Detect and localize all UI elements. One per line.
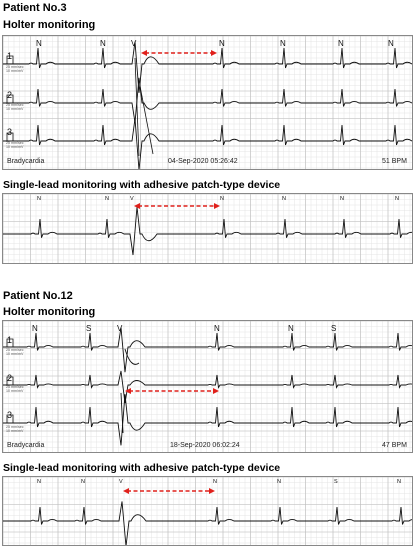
patient-3-holter-strip xyxy=(2,35,413,170)
arrow-head-right xyxy=(211,50,217,56)
beat-label: N xyxy=(36,39,42,48)
beat-label: N xyxy=(338,39,344,48)
arrow-head-left xyxy=(125,388,131,394)
ecg-trace xyxy=(3,42,413,93)
beat-label: N xyxy=(81,479,85,485)
beat-label: V xyxy=(119,479,123,485)
beat-label: N xyxy=(213,479,217,485)
patient-12-patch-strip xyxy=(2,476,413,546)
patient-12-title: Patient No.12 xyxy=(3,290,73,302)
beat-label: N xyxy=(214,324,220,333)
timestamp: 18-Sep-2020 06:02:24 xyxy=(170,442,240,449)
beat-label: N xyxy=(220,196,224,202)
heart-rate: 47 BPM xyxy=(382,442,407,449)
beat-label: N xyxy=(277,479,281,485)
lead-2-label: 2 xyxy=(7,373,13,383)
patient-3-patch-title: Single-lead monitoring with adhesive patch-type device xyxy=(3,179,281,191)
beat-label: N xyxy=(282,196,286,202)
rhythm-label: Bradycardia xyxy=(7,442,45,449)
lead-1-label: 1 xyxy=(7,335,13,345)
arrow-head-right xyxy=(213,388,219,394)
beat-label: N xyxy=(397,479,401,485)
ecg-trace xyxy=(3,327,413,372)
patient-3-patch-ecg xyxy=(3,194,413,264)
calibration-text: 25 mm/sec 10 mm/mV xyxy=(6,348,24,356)
patient-12-patch-title: Single-lead monitoring with adhesive patch-type device xyxy=(3,462,281,474)
calibration-text: 25 mm/sec 10 mm/mV xyxy=(6,103,24,111)
patient-12-holter-ecg xyxy=(3,321,413,453)
calibration-text: 25 mm/sec 10 mm/mV xyxy=(6,425,24,433)
lead-3-label: 3 xyxy=(7,127,13,137)
rhythm-label: Bradycardia xyxy=(7,158,45,165)
ecg-trace xyxy=(3,501,413,546)
patient-12-holter-title: Holter monitoring xyxy=(3,306,96,318)
lead-2-label: 2 xyxy=(7,90,13,100)
beat-label: N xyxy=(288,324,294,333)
beat-label: S xyxy=(331,324,337,333)
beat-label: N xyxy=(37,196,41,202)
beat-label: N xyxy=(388,39,394,48)
lead-3-label: 3 xyxy=(7,410,13,420)
beat-label: S xyxy=(86,324,92,333)
patient-12-holter-strip xyxy=(2,320,413,453)
beat-label: V xyxy=(130,196,134,202)
beat-label: N xyxy=(105,196,109,202)
heart-rate: 51 BPM xyxy=(382,158,407,165)
patient-3-holter-ecg xyxy=(3,36,413,170)
beat-label: S xyxy=(334,479,338,485)
beat-label: N xyxy=(219,39,225,48)
arrow-head-left xyxy=(141,50,147,56)
patient-3-patch-strip xyxy=(2,193,413,264)
beat-label: V xyxy=(131,39,137,48)
ecg-trace xyxy=(3,207,413,255)
patient-3-title: Patient No.3 xyxy=(3,2,67,14)
beat-label: N xyxy=(395,196,399,202)
timestamp: 04-Sep-2020 05:26:42 xyxy=(168,158,238,165)
patient-12-patch-ecg xyxy=(3,477,413,546)
lead-1-label: 1 xyxy=(7,51,13,61)
beat-label: N xyxy=(32,324,38,333)
arrow-head-right xyxy=(214,203,220,209)
ecg-trace xyxy=(3,78,413,123)
patient-3-holter-title: Holter monitoring xyxy=(3,19,96,31)
beat-label: N xyxy=(340,196,344,202)
calibration-text: 25 mm/sec 10 mm/mV xyxy=(6,141,24,149)
beat-label: N xyxy=(280,39,286,48)
beat-label: N xyxy=(37,479,41,485)
calibration-text: 25 mm/sec 10 mm/mV xyxy=(6,385,24,393)
calibration-text: 25 mm/sec 10 mm/mV xyxy=(6,65,24,73)
beat-label: N xyxy=(100,39,106,48)
beat-label: V xyxy=(117,324,123,333)
